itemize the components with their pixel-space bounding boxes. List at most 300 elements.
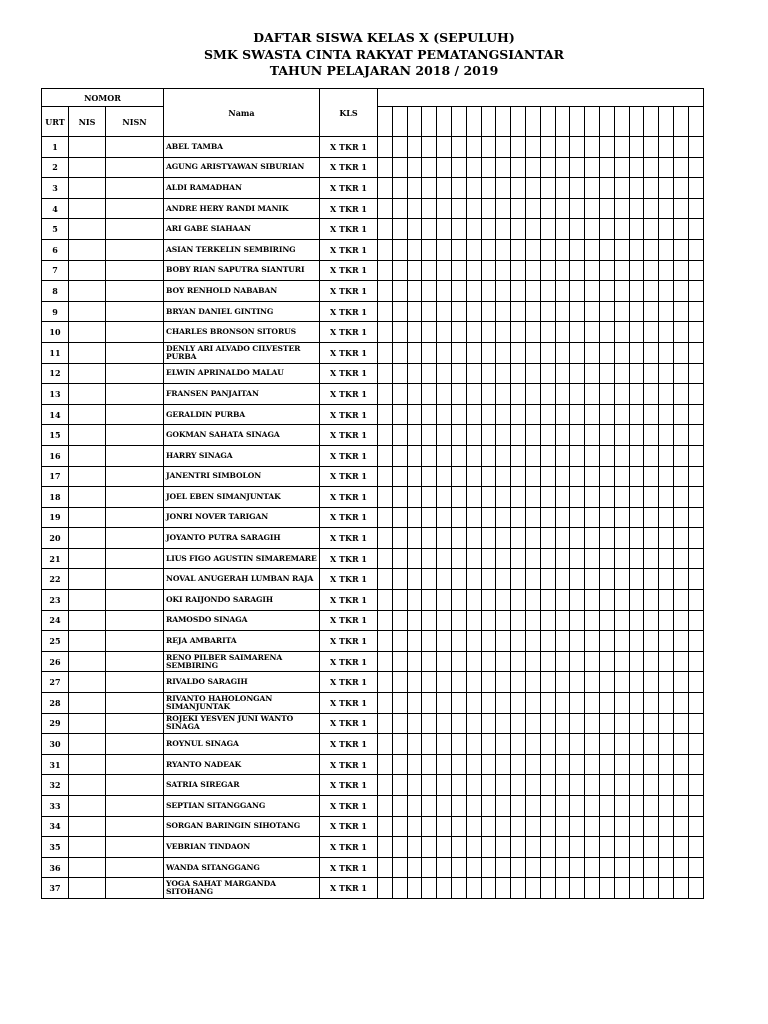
- urt-cell: 9: [42, 301, 69, 322]
- attendance-cell: [437, 507, 452, 528]
- attendance-cell: [688, 260, 703, 281]
- table-row: [42, 260, 704, 281]
- nama-cell: JONRI NOVER TARIGAN: [164, 507, 320, 528]
- attendance-cell: [466, 466, 481, 487]
- attendance-cell: [511, 590, 526, 611]
- attendance-cell: [599, 796, 614, 817]
- attendance-cell: [570, 528, 585, 549]
- table-row: [42, 651, 704, 672]
- kls-cell: X TKR 1: [320, 816, 378, 837]
- document-title: DAFTAR SISWA KELAS X (SEPULUH): [253, 30, 515, 45]
- attendance-cell: [392, 178, 407, 199]
- urt-cell: 13: [42, 384, 69, 405]
- attendance-cell: [496, 445, 511, 466]
- attendance-cell: [599, 178, 614, 199]
- attendance-cell: [437, 219, 452, 240]
- nisn-cell: [106, 837, 164, 858]
- kls-cell: X TKR 1: [320, 631, 378, 652]
- attendance-cell: [673, 445, 688, 466]
- attendance-cell: [570, 878, 585, 899]
- attendance-cell: [555, 487, 570, 508]
- urt-cell: 19: [42, 507, 69, 528]
- attendance-cell: [629, 198, 644, 219]
- attendance-cell: [481, 404, 496, 425]
- attendance-cell: [659, 796, 674, 817]
- attendance-cell: [481, 631, 496, 652]
- attendance-cell: [629, 693, 644, 714]
- attendance-cell: [422, 281, 437, 302]
- nisn-cell: [106, 425, 164, 446]
- attendance-header-cell: [451, 107, 466, 137]
- attendance-cell: [422, 425, 437, 446]
- attendance-cell: [422, 775, 437, 796]
- nis-cell: [69, 631, 106, 652]
- attendance-cell: [496, 281, 511, 302]
- attendance-cell: [451, 507, 466, 528]
- attendance-cell: [481, 178, 496, 199]
- nama-cell: ROJEKI YESVEN JUNI WANTO SINAGA: [164, 713, 320, 734]
- attendance-cell: [673, 466, 688, 487]
- attendance-cell: [378, 507, 393, 528]
- attendance-cell: [673, 837, 688, 858]
- attendance-cell: [466, 137, 481, 158]
- attendance-cell: [629, 548, 644, 569]
- attendance-cell: [673, 342, 688, 363]
- nisn-cell: [106, 219, 164, 240]
- attendance-cell: [629, 528, 644, 549]
- nisn-cell: [106, 816, 164, 837]
- attendance-cell: [659, 507, 674, 528]
- attendance-cell: [525, 775, 540, 796]
- attendance-cell: [481, 198, 496, 219]
- attendance-cell: [555, 157, 570, 178]
- attendance-cell: [688, 734, 703, 755]
- attendance-cell: [511, 713, 526, 734]
- nis-header: NIS: [69, 107, 106, 137]
- attendance-cell: [496, 404, 511, 425]
- attendance-cell: [629, 837, 644, 858]
- attendance-cell: [659, 260, 674, 281]
- attendance-cell: [673, 137, 688, 158]
- attendance-cell: [644, 301, 659, 322]
- attendance-cell: [407, 342, 422, 363]
- attendance-cell: [481, 734, 496, 755]
- attendance-cell: [555, 775, 570, 796]
- attendance-cell: [629, 672, 644, 693]
- attendance-cell: [599, 301, 614, 322]
- attendance-cell: [407, 260, 422, 281]
- attendance-cell: [378, 363, 393, 384]
- attendance-cell: [525, 672, 540, 693]
- kls-cell: X TKR 1: [320, 137, 378, 158]
- attendance-cell: [570, 445, 585, 466]
- student-roster-table: [41, 88, 704, 899]
- attendance-cell: [511, 837, 526, 858]
- attendance-cell: [392, 239, 407, 260]
- attendance-cell: [407, 466, 422, 487]
- nis-cell: [69, 178, 106, 199]
- attendance-cell: [422, 754, 437, 775]
- nama-cell: ALDI RAMADHAN: [164, 178, 320, 199]
- attendance-cell: [629, 219, 644, 240]
- attendance-cell: [451, 548, 466, 569]
- attendance-cell: [525, 857, 540, 878]
- attendance-cell: [466, 178, 481, 199]
- attendance-cell: [466, 404, 481, 425]
- attendance-cell: [437, 816, 452, 837]
- attendance-cell: [437, 384, 452, 405]
- attendance-cell: [407, 363, 422, 384]
- attendance-cell: [599, 672, 614, 693]
- attendance-cell: [555, 878, 570, 899]
- attendance-cell: [540, 878, 555, 899]
- nis-cell: [69, 672, 106, 693]
- attendance-cell: [644, 857, 659, 878]
- nisn-cell: [106, 548, 164, 569]
- attendance-cell: [378, 754, 393, 775]
- nis-cell: [69, 713, 106, 734]
- attendance-cell: [614, 260, 629, 281]
- attendance-cell: [688, 384, 703, 405]
- nama-cell: YOGA SAHAT MARGANDA SITOHANG: [164, 878, 320, 899]
- attendance-cell: [644, 404, 659, 425]
- nama-cell: JOYANTO PUTRA SARAGIH: [164, 528, 320, 549]
- attendance-cell: [422, 219, 437, 240]
- attendance-cell: [659, 672, 674, 693]
- attendance-cell: [496, 610, 511, 631]
- nis-cell: [69, 816, 106, 837]
- nisn-cell: [106, 590, 164, 611]
- attendance-cell: [585, 816, 600, 837]
- kls-cell: X TKR 1: [320, 507, 378, 528]
- attendance-cell: [466, 260, 481, 281]
- nisn-cell: [106, 466, 164, 487]
- attendance-cell: [570, 239, 585, 260]
- attendance-cell: [378, 487, 393, 508]
- attendance-cell: [688, 610, 703, 631]
- attendance-cell: [688, 548, 703, 569]
- table-row: [42, 816, 704, 837]
- attendance-header-cell: [481, 107, 496, 137]
- attendance-cell: [511, 754, 526, 775]
- attendance-cell: [496, 837, 511, 858]
- attendance-cell: [466, 384, 481, 405]
- attendance-cell: [570, 507, 585, 528]
- attendance-header-cell: [422, 107, 437, 137]
- table-row: [42, 590, 704, 611]
- attendance-cell: [378, 569, 393, 590]
- attendance-cell: [614, 528, 629, 549]
- attendance-cell: [659, 631, 674, 652]
- urt-cell: 34: [42, 816, 69, 837]
- nisn-cell: [106, 281, 164, 302]
- nis-cell: [69, 754, 106, 775]
- attendance-cell: [407, 590, 422, 611]
- attendance-cell: [644, 631, 659, 652]
- attendance-header-cell: [644, 107, 659, 137]
- attendance-cell: [407, 651, 422, 672]
- attendance-cell: [570, 342, 585, 363]
- urt-cell: 18: [42, 487, 69, 508]
- table-row: [42, 342, 704, 363]
- attendance-cell: [614, 425, 629, 446]
- nama-cell: SORGAN BARINGIN SIHOTANG: [164, 816, 320, 837]
- attendance-cell: [422, 384, 437, 405]
- attendance-cell: [437, 404, 452, 425]
- attendance-cell: [659, 816, 674, 837]
- attendance-cell: [378, 425, 393, 446]
- attendance-cell: [570, 301, 585, 322]
- attendance-cell: [599, 363, 614, 384]
- urt-cell: 31: [42, 754, 69, 775]
- kls-cell: X TKR 1: [320, 466, 378, 487]
- attendance-cell: [451, 260, 466, 281]
- attendance-cell: [673, 281, 688, 302]
- attendance-cell: [525, 507, 540, 528]
- attendance-cell: [585, 404, 600, 425]
- attendance-cell: [644, 219, 659, 240]
- attendance-cell: [599, 425, 614, 446]
- attendance-cell: [511, 878, 526, 899]
- attendance-cell: [451, 610, 466, 631]
- attendance-cell: [673, 178, 688, 199]
- table-row: [42, 878, 704, 899]
- attendance-cell: [511, 672, 526, 693]
- nisn-cell: [106, 487, 164, 508]
- nis-cell: [69, 239, 106, 260]
- attendance-cell: [378, 796, 393, 817]
- attendance-header-cell: [511, 107, 526, 137]
- attendance-cell: [437, 548, 452, 569]
- attendance-cell: [599, 342, 614, 363]
- attendance-cell: [511, 178, 526, 199]
- attendance-cell: [392, 466, 407, 487]
- attendance-cell: [525, 878, 540, 899]
- attendance-cell: [555, 528, 570, 549]
- attendance-cell: [525, 569, 540, 590]
- attendance-cell: [466, 157, 481, 178]
- attendance-cell: [555, 713, 570, 734]
- attendance-cell: [378, 137, 393, 158]
- attendance-cell: [437, 178, 452, 199]
- attendance-cell: [540, 651, 555, 672]
- attendance-cell: [466, 239, 481, 260]
- attendance-cell: [481, 796, 496, 817]
- attendance-cell: [422, 445, 437, 466]
- kls-cell: X TKR 1: [320, 734, 378, 755]
- urt-cell: 35: [42, 837, 69, 858]
- attendance-cell: [599, 610, 614, 631]
- attendance-cell: [570, 693, 585, 714]
- attendance-cell: [451, 198, 466, 219]
- attendance-cell: [644, 178, 659, 199]
- attendance-cell: [392, 322, 407, 343]
- urt-cell: 21: [42, 548, 69, 569]
- attendance-cell: [466, 281, 481, 302]
- nisn-cell: [106, 734, 164, 755]
- attendance-cell: [481, 219, 496, 240]
- attendance-cell: [422, 342, 437, 363]
- attendance-cell: [466, 363, 481, 384]
- attendance-header-cell: [378, 107, 393, 137]
- attendance-cell: [451, 466, 466, 487]
- attendance-cell: [614, 651, 629, 672]
- attendance-cell: [496, 384, 511, 405]
- attendance-cell: [599, 651, 614, 672]
- attendance-cell: [466, 569, 481, 590]
- attendance-header-cell: [437, 107, 452, 137]
- attendance-cell: [688, 178, 703, 199]
- attendance-cell: [511, 651, 526, 672]
- nama-cell: OKI RAIJONDO SARAGIH: [164, 590, 320, 611]
- attendance-cell: [481, 322, 496, 343]
- attendance-cell: [673, 857, 688, 878]
- attendance-cell: [407, 384, 422, 405]
- attendance-cell: [481, 528, 496, 549]
- attendance-cell: [688, 569, 703, 590]
- attendance-cell: [555, 404, 570, 425]
- kls-cell: X TKR 1: [320, 198, 378, 219]
- attendance-cell: [555, 445, 570, 466]
- attendance-cell: [511, 198, 526, 219]
- attendance-cell: [644, 528, 659, 549]
- attendance-cell: [451, 734, 466, 755]
- attendance-cell: [407, 198, 422, 219]
- attendance-cell: [644, 239, 659, 260]
- attendance-cell: [496, 631, 511, 652]
- attendance-cell: [481, 610, 496, 631]
- attendance-cell: [496, 363, 511, 384]
- attendance-cell: [540, 178, 555, 199]
- attendance-cell: [407, 178, 422, 199]
- attendance-cell: [659, 548, 674, 569]
- attendance-cell: [614, 404, 629, 425]
- nisn-cell: [106, 796, 164, 817]
- attendance-cell: [673, 404, 688, 425]
- attendance-cell: [629, 342, 644, 363]
- attendance-cell: [407, 878, 422, 899]
- attendance-cell: [614, 837, 629, 858]
- kls-cell: X TKR 1: [320, 281, 378, 302]
- urt-cell: 5: [42, 219, 69, 240]
- attendance-cell: [466, 672, 481, 693]
- attendance-cell: [511, 445, 526, 466]
- kls-cell: X TKR 1: [320, 322, 378, 343]
- attendance-cell: [525, 198, 540, 219]
- nis-cell: [69, 734, 106, 755]
- attendance-cell: [451, 631, 466, 652]
- kls-cell: X TKR 1: [320, 651, 378, 672]
- attendance-cell: [525, 363, 540, 384]
- attendance-cell: [392, 260, 407, 281]
- table-row: [42, 548, 704, 569]
- attendance-cell: [629, 157, 644, 178]
- nama-cell: RAMOSDO SINAGA: [164, 610, 320, 631]
- attendance-cell: [629, 651, 644, 672]
- nis-cell: [69, 384, 106, 405]
- kls-cell: X TKR 1: [320, 384, 378, 405]
- nama-cell: REJA AMBARITA: [164, 631, 320, 652]
- attendance-cell: [585, 239, 600, 260]
- attendance-cell: [496, 672, 511, 693]
- nama-cell: SATRIA SIREGAR: [164, 775, 320, 796]
- attendance-cell: [555, 507, 570, 528]
- attendance-cell: [644, 569, 659, 590]
- attendance-cell: [585, 775, 600, 796]
- attendance-cell: [673, 301, 688, 322]
- kls-cell: X TKR 1: [320, 528, 378, 549]
- nama-cell: ARI GABE SIAHAAN: [164, 219, 320, 240]
- attendance-cell: [466, 651, 481, 672]
- attendance-cell: [673, 610, 688, 631]
- nis-cell: [69, 301, 106, 322]
- attendance-header-cell: [540, 107, 555, 137]
- attendance-cell: [585, 178, 600, 199]
- attendance-cell: [378, 590, 393, 611]
- attendance-cell: [407, 219, 422, 240]
- attendance-cell: [511, 734, 526, 755]
- attendance-cell: [629, 507, 644, 528]
- attendance-cell: [392, 342, 407, 363]
- kls-cell: X TKR 1: [320, 672, 378, 693]
- attendance-cell: [481, 754, 496, 775]
- attendance-cell: [540, 713, 555, 734]
- attendance-cell: [644, 260, 659, 281]
- urt-cell: 20: [42, 528, 69, 549]
- attendance-cell: [392, 548, 407, 569]
- attendance-cell: [659, 198, 674, 219]
- attendance-cell: [481, 137, 496, 158]
- attendance-cell: [644, 425, 659, 446]
- attendance-cell: [599, 569, 614, 590]
- kls-cell: X TKR 1: [320, 178, 378, 199]
- attendance-cell: [629, 775, 644, 796]
- nis-cell: [69, 775, 106, 796]
- attendance-cell: [629, 878, 644, 899]
- attendance-cell: [688, 198, 703, 219]
- attendance-cell: [422, 178, 437, 199]
- attendance-cell: [437, 693, 452, 714]
- attendance-cell: [659, 342, 674, 363]
- nomor-header: NOMOR: [42, 89, 164, 107]
- attendance-cell: [555, 816, 570, 837]
- attendance-cell: [511, 610, 526, 631]
- attendance-cell: [466, 445, 481, 466]
- attendance-cell: [570, 631, 585, 652]
- nis-cell: [69, 137, 106, 158]
- attendance-cell: [422, 734, 437, 755]
- nama-cell: BRYAN DANIEL GINTING: [164, 301, 320, 322]
- attendance-cell: [392, 569, 407, 590]
- attendance-cell: [451, 837, 466, 858]
- attendance-cell: [511, 342, 526, 363]
- attendance-cell: [570, 137, 585, 158]
- attendance-cell: [585, 734, 600, 755]
- urt-cell: 27: [42, 672, 69, 693]
- attendance-cell: [629, 384, 644, 405]
- attendance-cell: [496, 239, 511, 260]
- attendance-cell: [585, 610, 600, 631]
- attendance-cell: [585, 857, 600, 878]
- attendance-cell: [525, 796, 540, 817]
- nis-cell: [69, 157, 106, 178]
- attendance-cell: [422, 569, 437, 590]
- attendance-cell: [540, 672, 555, 693]
- nama-cell: RIVALDO SARAGIH: [164, 672, 320, 693]
- attendance-cell: [378, 631, 393, 652]
- attendance-cell: [437, 301, 452, 322]
- attendance-cell: [644, 507, 659, 528]
